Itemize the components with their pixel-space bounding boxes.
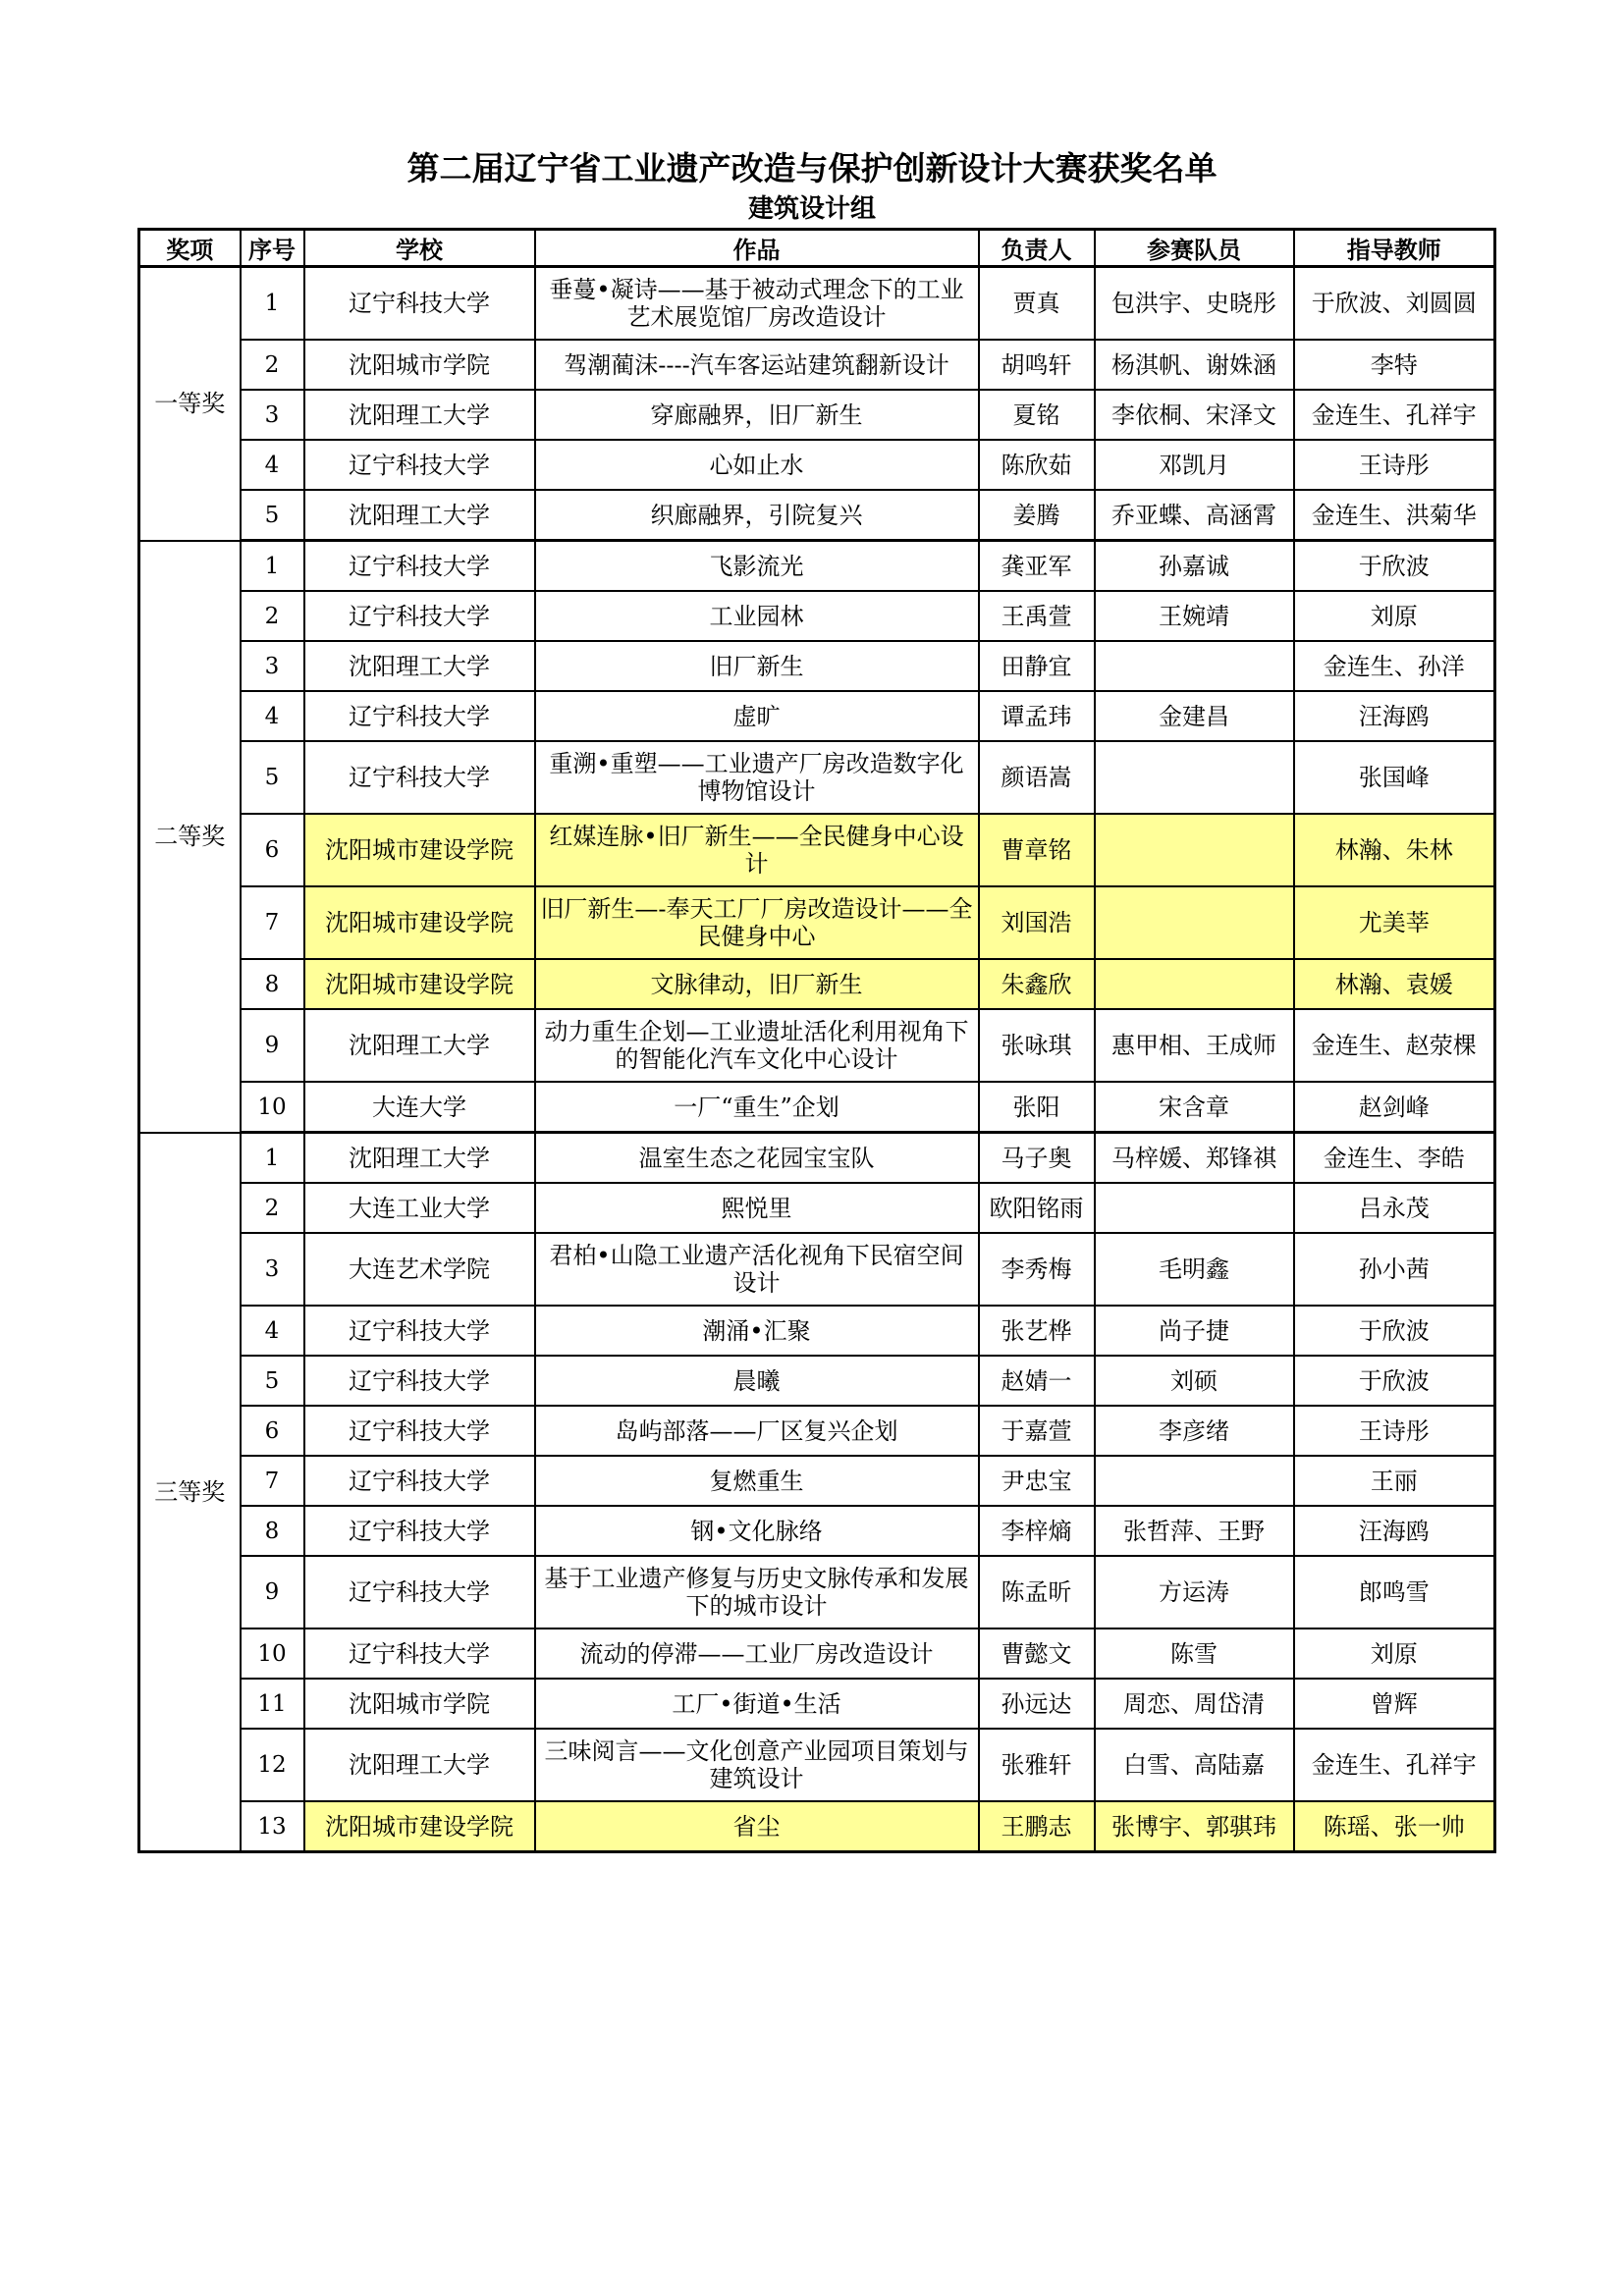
table-row <box>139 1556 1495 1629</box>
leader-cell: 张艺桦 <box>979 1306 1095 1356</box>
table-header-row <box>139 230 1495 267</box>
members-cell: 白雪、高陆嘉 <box>1095 1729 1294 1801</box>
work-cell: 驾潮蔺沫----汽车客运站建筑翻新设计 <box>535 340 979 390</box>
members-cell: 马梓媛、郑锋祺 <box>1095 1133 1294 1184</box>
members-cell: 李依桐、宋泽文 <box>1095 390 1294 440</box>
leader-cell: 胡鸣轩 <box>979 340 1095 390</box>
teacher-cell: 孙小茜 <box>1294 1233 1495 1306</box>
school-cell: 沈阳理工大学 <box>304 390 535 440</box>
number-cell: 2 <box>241 1183 304 1233</box>
teacher-cell: 金连生、洪菊华 <box>1294 490 1495 541</box>
members-cell: 张哲萍、王野 <box>1095 1506 1294 1556</box>
leader-cell: 张雅轩 <box>979 1729 1095 1801</box>
leader-cell: 谭孟玮 <box>979 691 1095 741</box>
table-row <box>139 1133 1495 1184</box>
work-cell: 动力重生企划—工业遗址活化利用视角下的智能化汽车文化中心设计 <box>535 1009 979 1082</box>
work-cell: 晨曦 <box>535 1356 979 1406</box>
number-cell: 9 <box>241 1009 304 1082</box>
header-leader: 负责人 <box>979 230 1095 267</box>
teacher-cell: 刘原 <box>1294 1629 1495 1679</box>
table-row <box>139 641 1495 691</box>
members-cell: 王婉靖 <box>1095 591 1294 641</box>
leader-cell: 王鹏志 <box>979 1801 1095 1852</box>
school-cell: 辽宁科技大学 <box>304 1556 535 1629</box>
teacher-cell: 林瀚、袁媛 <box>1294 959 1495 1009</box>
members-cell: 张博宇、郭骐玮 <box>1095 1801 1294 1852</box>
school-cell: 沈阳理工大学 <box>304 1133 535 1184</box>
school-cell: 辽宁科技大学 <box>304 741 535 814</box>
school-cell: 辽宁科技大学 <box>304 1356 535 1406</box>
table-row <box>139 1082 1495 1133</box>
school-cell: 沈阳城市建设学院 <box>304 1801 535 1852</box>
number-cell: 8 <box>241 959 304 1009</box>
teacher-cell: 李特 <box>1294 340 1495 390</box>
work-cell: 工业园林 <box>535 591 979 641</box>
work-cell: 温室生态之花园宝宝队 <box>535 1133 979 1184</box>
table-row <box>139 541 1495 592</box>
table-row <box>139 1406 1495 1456</box>
leader-cell: 陈欣茹 <box>979 440 1095 490</box>
leader-cell: 李秀梅 <box>979 1233 1095 1306</box>
members-cell: 孙嘉诚 <box>1095 541 1294 592</box>
work-cell: 旧厂新生—-奉天工厂厂房改造设计——全民健身中心 <box>535 886 979 959</box>
work-cell: 垂蔓•凝诗——基于被动式理念下的工业艺术展览馆厂房改造设计 <box>535 267 979 341</box>
school-cell: 大连艺术学院 <box>304 1233 535 1306</box>
table-row <box>139 1729 1495 1801</box>
number-cell: 5 <box>241 1356 304 1406</box>
members-cell: 刘硕 <box>1095 1356 1294 1406</box>
leader-cell: 于嘉萱 <box>979 1406 1095 1456</box>
header-school: 学校 <box>304 230 535 267</box>
table-row <box>139 390 1495 440</box>
table-row <box>139 814 1495 886</box>
school-cell: 辽宁科技大学 <box>304 541 535 592</box>
work-cell: 基于工业遗产修复与历史文脉传承和发展下的城市设计 <box>535 1556 979 1629</box>
number-cell: 6 <box>241 1406 304 1456</box>
table-row <box>139 1356 1495 1406</box>
work-cell: 重溯•重塑——工业遗产厂房改造数字化博物馆设计 <box>535 741 979 814</box>
members-cell: 周恋、周岱清 <box>1095 1679 1294 1729</box>
table-row <box>139 340 1495 390</box>
school-cell: 辽宁科技大学 <box>304 440 535 490</box>
teacher-cell: 金连生、孙洋 <box>1294 641 1495 691</box>
number-cell: 12 <box>241 1729 304 1801</box>
table-row <box>139 1506 1495 1556</box>
teacher-cell: 金连生、孔祥宇 <box>1294 1729 1495 1801</box>
school-cell: 沈阳理工大学 <box>304 1009 535 1082</box>
number-cell: 11 <box>241 1679 304 1729</box>
work-cell: 旧厂新生 <box>535 641 979 691</box>
work-cell: 省尘 <box>535 1801 979 1852</box>
members-cell <box>1095 741 1294 814</box>
school-cell: 沈阳城市建设学院 <box>304 814 535 886</box>
table-row <box>139 741 1495 814</box>
teacher-cell: 金连生、孔祥宇 <box>1294 390 1495 440</box>
teacher-cell: 于欣波 <box>1294 1356 1495 1406</box>
header-number: 序号 <box>241 230 304 267</box>
members-cell: 包洪宇、史晓彤 <box>1095 267 1294 341</box>
table-row <box>139 1629 1495 1679</box>
number-cell: 5 <box>241 490 304 541</box>
number-cell: 3 <box>241 641 304 691</box>
leader-cell: 龚亚军 <box>979 541 1095 592</box>
header-work: 作品 <box>535 230 979 267</box>
members-cell: 惠甲相、王成师 <box>1095 1009 1294 1082</box>
number-cell: 1 <box>241 541 304 592</box>
members-cell: 李彦绪 <box>1095 1406 1294 1456</box>
prize-cell: 三等奖 <box>139 1133 241 1852</box>
number-cell: 3 <box>241 390 304 440</box>
teacher-cell: 曾辉 <box>1294 1679 1495 1729</box>
work-cell: 君柏•山隐工业遗产活化视角下民宿空间设计 <box>535 1233 979 1306</box>
number-cell: 2 <box>241 340 304 390</box>
members-cell <box>1095 1456 1294 1506</box>
number-cell: 4 <box>241 440 304 490</box>
leader-cell: 尹忠宝 <box>979 1456 1095 1506</box>
table-row <box>139 1801 1495 1852</box>
table-row <box>139 1456 1495 1506</box>
school-cell: 沈阳理工大学 <box>304 490 535 541</box>
leader-cell: 王禹萱 <box>979 591 1095 641</box>
school-cell: 沈阳城市学院 <box>304 340 535 390</box>
members-cell <box>1095 814 1294 886</box>
teacher-cell: 汪海鸥 <box>1294 691 1495 741</box>
work-cell: 熙悦里 <box>535 1183 979 1233</box>
header-prize: 奖项 <box>139 230 241 267</box>
number-cell: 7 <box>241 1456 304 1506</box>
teacher-cell: 于欣波、刘圆圆 <box>1294 267 1495 341</box>
school-cell: 辽宁科技大学 <box>304 1506 535 1556</box>
work-cell: 工厂•街道•生活 <box>535 1679 979 1729</box>
work-cell: 潮涌•汇聚 <box>535 1306 979 1356</box>
school-cell: 辽宁科技大学 <box>304 1306 535 1356</box>
work-cell: 钢•文化脉络 <box>535 1506 979 1556</box>
teacher-cell: 刘原 <box>1294 591 1495 641</box>
number-cell: 10 <box>241 1629 304 1679</box>
number-cell: 6 <box>241 814 304 886</box>
work-cell: 织廊融界，引院复兴 <box>535 490 979 541</box>
teacher-cell: 郎鸣雪 <box>1294 1556 1495 1629</box>
table-row <box>139 267 1495 341</box>
teacher-cell: 汪海鸥 <box>1294 1506 1495 1556</box>
school-cell: 辽宁科技大学 <box>304 1629 535 1679</box>
table-row <box>139 691 1495 741</box>
school-cell: 大连大学 <box>304 1082 535 1133</box>
work-cell: 虚旷 <box>535 691 979 741</box>
prize-cell: 一等奖 <box>139 267 241 541</box>
number-cell: 8 <box>241 1506 304 1556</box>
number-cell: 1 <box>241 267 304 341</box>
table-row <box>139 959 1495 1009</box>
page-title: 第二届辽宁省工业遗产改造与保护创新设计大赛获奖名单 <box>406 149 1218 187</box>
leader-cell: 姜腾 <box>979 490 1095 541</box>
table-row <box>139 1009 1495 1082</box>
table-row <box>139 591 1495 641</box>
work-cell: 飞影流光 <box>535 541 979 592</box>
members-cell: 邓凯月 <box>1095 440 1294 490</box>
teacher-cell: 吕永茂 <box>1294 1183 1495 1233</box>
members-cell <box>1095 1183 1294 1233</box>
page-subtitle: 建筑设计组 <box>747 194 876 224</box>
work-cell: 红媒连脉•旧厂新生——全民健身中心设计 <box>535 814 979 886</box>
table-body <box>139 267 1495 1852</box>
table-row <box>139 490 1495 541</box>
school-cell: 沈阳城市学院 <box>304 1679 535 1729</box>
work-cell: 文脉律动，旧厂新生 <box>535 959 979 1009</box>
leader-cell: 夏铭 <box>979 390 1095 440</box>
number-cell: 7 <box>241 886 304 959</box>
members-cell: 方运涛 <box>1095 1556 1294 1629</box>
leader-cell: 马子奥 <box>979 1133 1095 1184</box>
number-cell: 3 <box>241 1233 304 1306</box>
table-row <box>139 1679 1495 1729</box>
members-cell: 陈雪 <box>1095 1629 1294 1679</box>
leader-cell: 朱鑫欣 <box>979 959 1095 1009</box>
members-cell: 毛明鑫 <box>1095 1233 1294 1306</box>
leader-cell: 曹懿文 <box>979 1629 1095 1679</box>
number-cell: 4 <box>241 1306 304 1356</box>
number-cell: 5 <box>241 741 304 814</box>
teacher-cell: 陈瑶、张一帅 <box>1294 1801 1495 1852</box>
school-cell: 大连工业大学 <box>304 1183 535 1233</box>
leader-cell: 孙远达 <box>979 1679 1095 1729</box>
work-cell: 心如止水 <box>535 440 979 490</box>
teacher-cell: 王诗彤 <box>1294 440 1495 490</box>
table-row <box>139 1233 1495 1306</box>
work-cell: 三味阅言——文化创意产业园项目策划与建筑设计 <box>535 1729 979 1801</box>
leader-cell: 张阳 <box>979 1082 1095 1133</box>
members-cell <box>1095 959 1294 1009</box>
school-cell: 沈阳理工大学 <box>304 1729 535 1801</box>
leader-cell: 欧阳铭雨 <box>979 1183 1095 1233</box>
school-cell: 辽宁科技大学 <box>304 1456 535 1506</box>
school-cell: 沈阳理工大学 <box>304 641 535 691</box>
leader-cell: 贾真 <box>979 267 1095 341</box>
members-cell: 金建昌 <box>1095 691 1294 741</box>
school-cell: 辽宁科技大学 <box>304 1406 535 1456</box>
teacher-cell: 于欣波 <box>1294 541 1495 592</box>
school-cell: 辽宁科技大学 <box>304 591 535 641</box>
members-cell: 杨淇帆、谢姝涵 <box>1095 340 1294 390</box>
teacher-cell: 金连生、赵荥棵 <box>1294 1009 1495 1082</box>
school-cell: 辽宁科技大学 <box>304 691 535 741</box>
table-row <box>139 886 1495 959</box>
prize-cell: 二等奖 <box>139 541 241 1133</box>
work-cell: 流动的停滞——工业厂房改造设计 <box>535 1629 979 1679</box>
teacher-cell: 于欣波 <box>1294 1306 1495 1356</box>
leader-cell: 田静宜 <box>979 641 1095 691</box>
leader-cell: 张咏琪 <box>979 1009 1095 1082</box>
number-cell: 10 <box>241 1082 304 1133</box>
work-cell: 复燃重生 <box>535 1456 979 1506</box>
header-teacher: 指导教师 <box>1294 230 1495 267</box>
members-cell: 乔亚蝶、高涵霄 <box>1095 490 1294 541</box>
school-cell: 沈阳城市建设学院 <box>304 886 535 959</box>
school-cell: 辽宁科技大学 <box>304 267 535 341</box>
teacher-cell: 王丽 <box>1294 1456 1495 1506</box>
leader-cell: 曹章铭 <box>979 814 1095 886</box>
table-row <box>139 1306 1495 1356</box>
number-cell: 9 <box>241 1556 304 1629</box>
members-cell <box>1095 641 1294 691</box>
members-cell: 宋含章 <box>1095 1082 1294 1133</box>
work-cell: 岛屿部落——厂区复兴企划 <box>535 1406 979 1456</box>
number-cell: 13 <box>241 1801 304 1852</box>
leader-cell: 陈孟昕 <box>979 1556 1095 1629</box>
leader-cell: 刘国浩 <box>979 886 1095 959</box>
table-row <box>139 1183 1495 1233</box>
work-cell: 穿廊融界，旧厂新生 <box>535 390 979 440</box>
leader-cell: 李梓熵 <box>979 1506 1095 1556</box>
teacher-cell: 尤美莘 <box>1294 886 1495 959</box>
teacher-cell: 赵剑峰 <box>1294 1082 1495 1133</box>
leader-cell: 赵婧一 <box>979 1356 1095 1406</box>
school-cell: 沈阳城市建设学院 <box>304 959 535 1009</box>
work-cell: 一厂“重生”企划 <box>535 1082 979 1133</box>
number-cell: 1 <box>241 1133 304 1184</box>
members-cell: 尚子捷 <box>1095 1306 1294 1356</box>
leader-cell: 颜语嵩 <box>979 741 1095 814</box>
header-members: 参赛队员 <box>1095 230 1294 267</box>
teacher-cell: 林瀚、朱林 <box>1294 814 1495 886</box>
teacher-cell: 张国峰 <box>1294 741 1495 814</box>
teacher-cell: 王诗彤 <box>1294 1406 1495 1456</box>
awards-table <box>137 228 1496 1853</box>
table-row <box>139 440 1495 490</box>
members-cell <box>1095 886 1294 959</box>
number-cell: 4 <box>241 691 304 741</box>
teacher-cell: 金连生、李皓 <box>1294 1133 1495 1184</box>
number-cell: 2 <box>241 591 304 641</box>
